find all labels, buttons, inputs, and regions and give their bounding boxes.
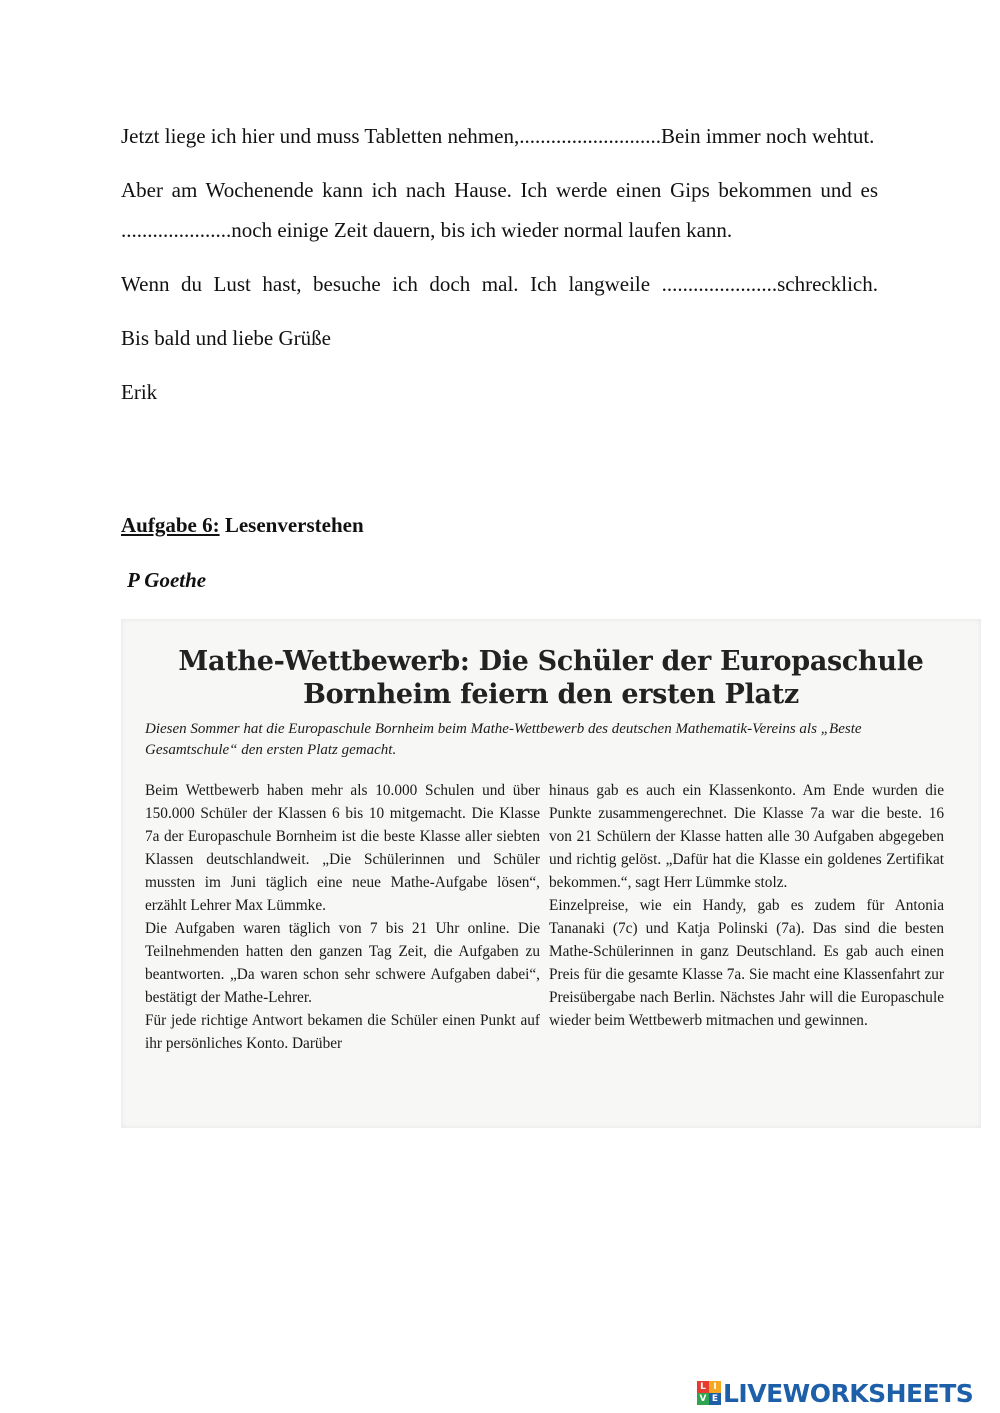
article-paragraph: Einzelpreise, wie ein Handy, gab es zudem für Antonia Tananaki (7c) und Katja Polinski (7a). Das sind die besten Mathe-Schülerinnen in ganz Deutschland. Es gab auch einen Preis für die gesamte Klasse 7a. Sie macht eine Klassenfahrt zur Preisübergabe nach Berlin. Nächstes Jahr will die Europaschule wieder beim Wettbewerb mitmachen und gewinnen. xyxy=(549,897,944,1029)
liveworksheets-logo-icon xyxy=(697,1381,721,1405)
logo-letter: I xyxy=(709,1381,721,1393)
newspaper-article-scan xyxy=(121,619,981,1128)
letter-closing: Bis bald und liebe Grüße xyxy=(121,326,331,350)
liveworksheets-brand[interactable] xyxy=(697,1378,973,1408)
logo-letter: L xyxy=(697,1381,709,1393)
task-heading xyxy=(121,509,364,541)
article-paragraph: Beim Wettbewerb haben mehr als 10.000 Schulen und über 150.000 Schüler der Klassen 6 bis 10 mitgemacht. Die Klasse 7a der Europaschule Bornheim ist die beste Klasse aller siebten Klassen deutschlandweit. „Die Schülerinnen und Schüler mussten im Juni täglich eine neue Mathe-Aufgabe lösen“, erzählt Lehrer Max Lümmke. xyxy=(145,782,540,914)
article-headline-line-2: Bornheim feiern den ersten Platz xyxy=(303,679,799,710)
author-name: P Goethe xyxy=(127,568,207,592)
logo-letter: E xyxy=(709,1393,721,1405)
letter-text xyxy=(121,116,878,426)
article-paragraph: Die Aufgaben waren täglich von 7 bis 21 Uhr online. Die Teilnehmenden hatten den ganzen Tag Zeit, die Aufgaben zu beantworten. „Da waren schon sehr schwere Aufgaben dabei“, bestätigt der Mathe-Lehrer. xyxy=(145,920,540,1006)
letter-paragraph-1: Jetzt liege ich hier und muss Tabletten nehmen,...........................Bein immer noch wehtut. xyxy=(121,124,875,148)
article-paragraph: Für jede richtige Antwort bekamen die Schüler einen Punkt auf ihr persönliches Konto. Darüber xyxy=(145,1012,540,1052)
article-column-left xyxy=(145,779,540,1055)
letter-paragraph-2: Aber am Wochenende kann ich nach Hause. Ich werde einen Gips bekommen und es .....................noch einige Zeit dauern, bis ich wieder normal laufen kann. xyxy=(121,178,878,242)
article-lead: Diesen Sommer hat die Europaschule Bornheim beim Mathe-Wettbewerb des deutschen Mathematik-Vereins als „Beste Gesamtschule“ den ersten Platz gemacht. xyxy=(145,721,862,758)
article-headline xyxy=(121,645,981,711)
article-column-right xyxy=(549,779,944,1032)
logo-letter: V xyxy=(697,1393,709,1405)
article-headline-line-1: Mathe-Wettbewerb: Die Schüler der Europaschule xyxy=(178,646,924,677)
task-label: Aufgabe 6: xyxy=(121,513,220,537)
brand-name: LIVEWORKSHEETS xyxy=(723,1378,974,1408)
letter-signature: Erik xyxy=(121,380,158,404)
letter-paragraph-3: Wenn du Lust hast, besuche ich doch mal. Ich langweile ......................schrecklich. xyxy=(121,272,878,296)
article-paragraph: hinaus gab es auch ein Klassenkonto. Am Ende wurden die Punkte zusammengerechnet. Die Klasse 7a war die beste. 16 von 21 Schülern der Klasse hatten alle 30 Aufgaben abgegeben und richtig gelöst. „Dafür hat die Klasse ein goldenes Zertifikat bekommen.“, sagt Herr Lümmke stolz. xyxy=(549,782,944,891)
task-title: Lesenverstehen xyxy=(224,513,364,537)
